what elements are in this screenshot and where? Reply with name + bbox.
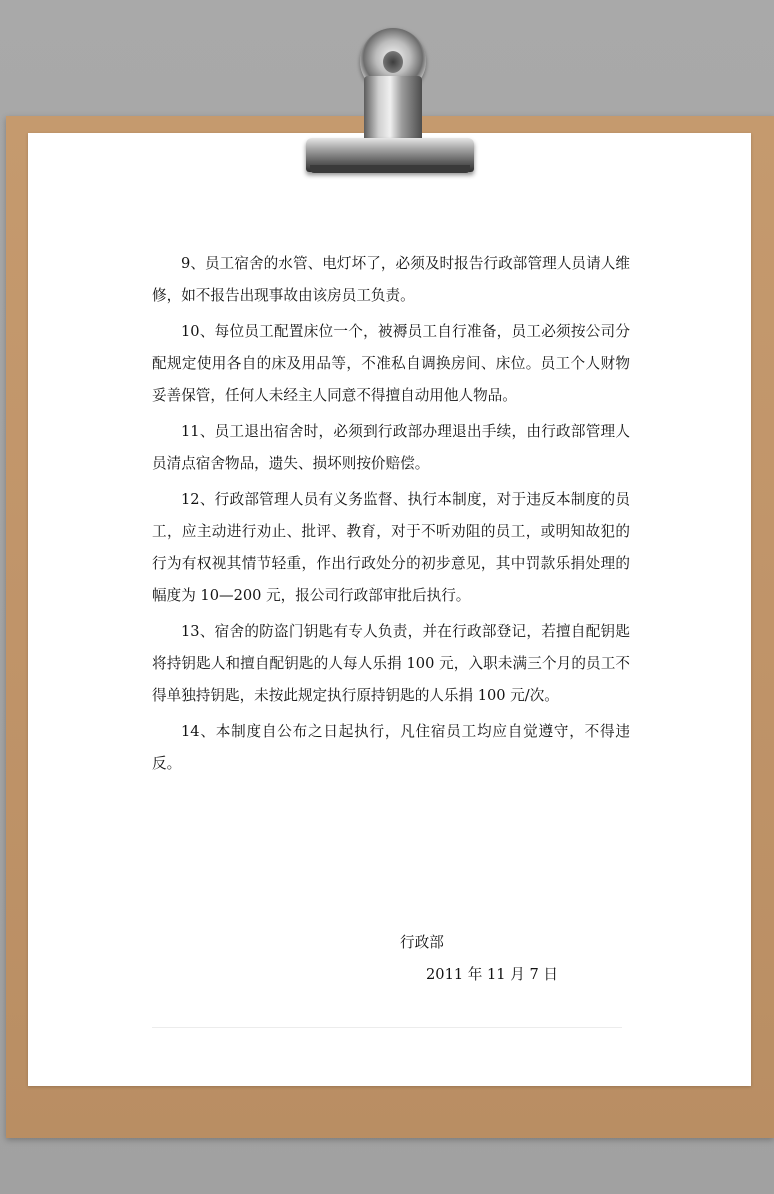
clip-lip bbox=[310, 165, 470, 173]
paragraph-11: 11、员工退出宿舍时，必须到行政部办理退出手续，由行政部管理人员清点宿舍物品，遗失、损坏则按价赔偿。 bbox=[152, 423, 630, 472]
signoff-date: 2011 年 11 月 7 日 bbox=[426, 966, 558, 983]
paragraph-14: 14、本制度自公布之日起执行，凡住宿员工均应自觉遵守，不得违反。 bbox=[152, 723, 630, 772]
footer-divider bbox=[152, 1027, 622, 1028]
signoff-department: 行政部 bbox=[400, 934, 444, 951]
binder-clip-icon bbox=[306, 28, 474, 176]
paragraph-10: 10、每位员工配置床位一个，被褥员工自行准备，员工必须按公司分配规定使用各自的床及用品等，不准私自调换房间、床位。员工个人财物妥善保管，任何人未经主人同意不得擅自动用他人物品。 bbox=[152, 323, 630, 404]
paragraph-9: 9、员工宿舍的水管、电灯坏了，必须及时报告行政部管理人员请人维修，如不报告出现事故由该房员工负责。 bbox=[152, 255, 630, 304]
document-body bbox=[152, 248, 630, 784]
clip-hole bbox=[383, 51, 403, 73]
paragraph-13: 13、宿舍的防盗门钥匙有专人负责，并在行政部登记，若擅自配钥匙将持钥匙人和擅自配钥匙的人每人乐捐 100 元，入职未满三个月的员工不得单独持钥匙，未按此规定执行原持钥匙的人乐捐 100 元/次。 bbox=[152, 623, 630, 704]
paragraph-12: 12、行政部管理人员有义务监督、执行本制度，对于违反本制度的员工，应主动进行劝止、批评、教育，对于不听劝阻的员工，或明知故犯的行为有权视其情节轻重，作出行政处分的初步意见，其中罚款乐捐处理的幅度为 10—200 元，报公司行政部审批后执行。 bbox=[152, 491, 630, 604]
clip-neck bbox=[364, 76, 422, 146]
